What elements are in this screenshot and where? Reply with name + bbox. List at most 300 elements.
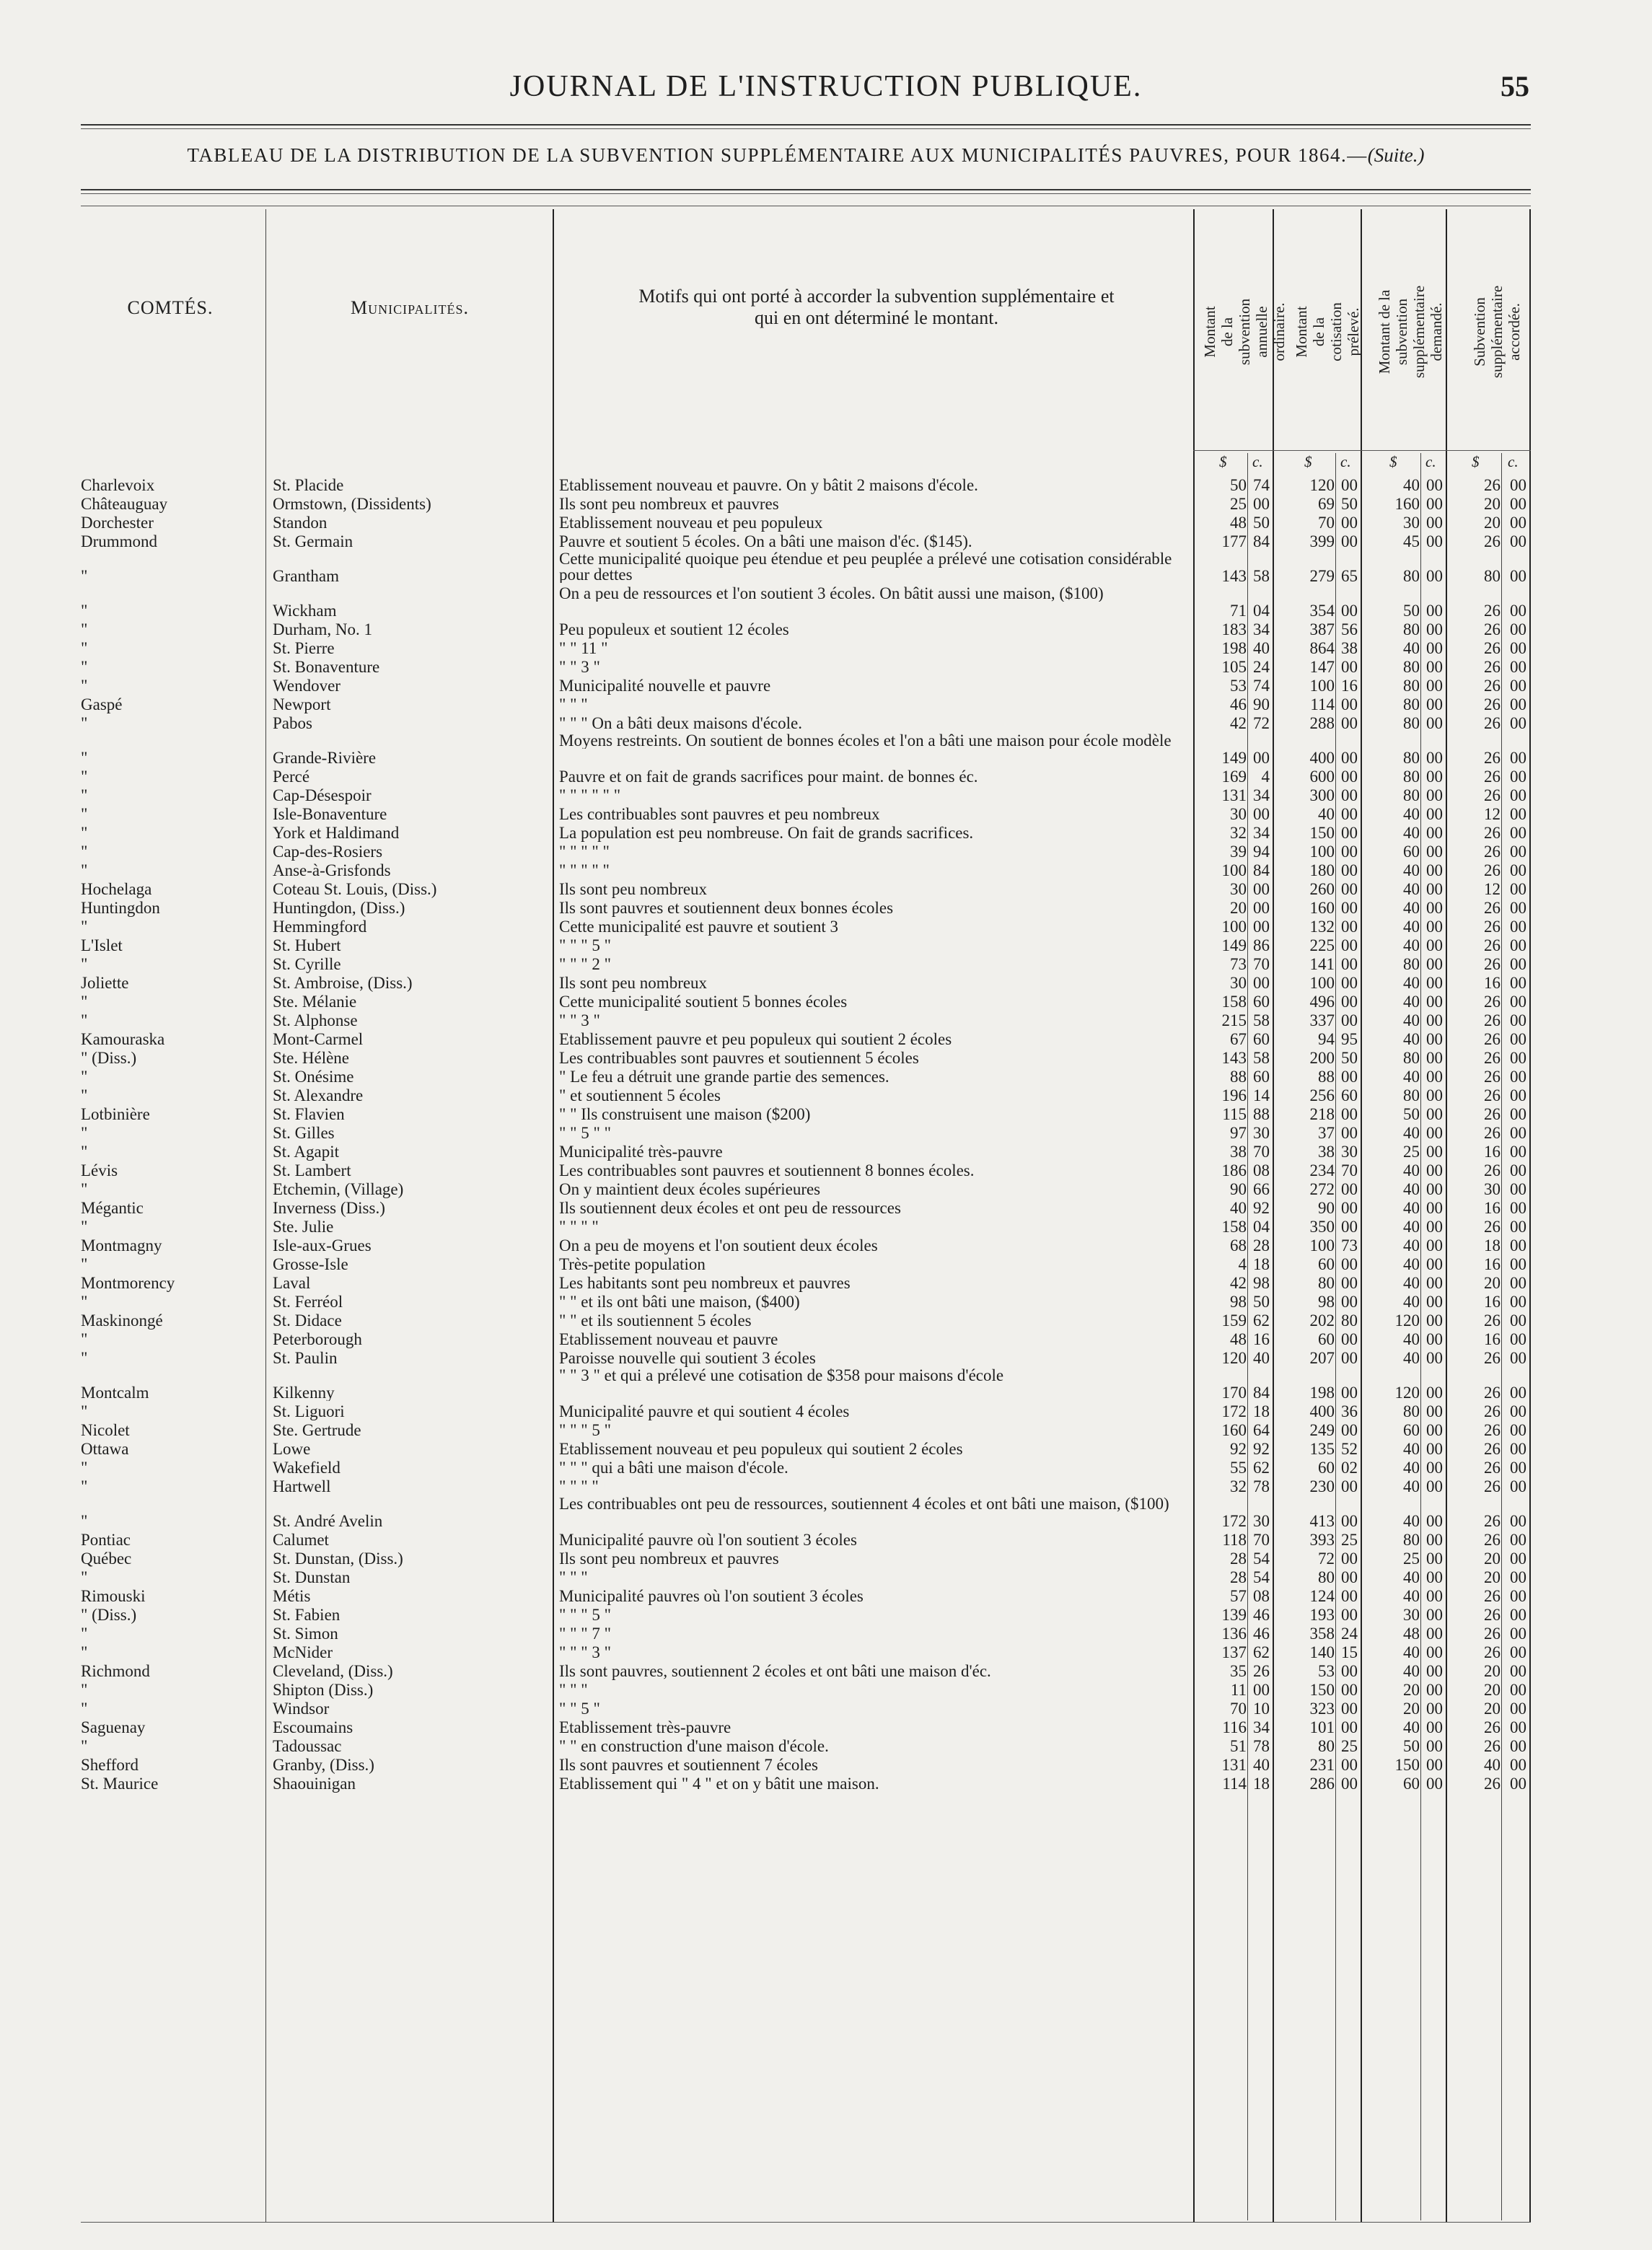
- requested-cents: 00: [1426, 1236, 1443, 1254]
- levy-cents: 00: [1341, 768, 1358, 786]
- county-cell: Joliette: [81, 974, 129, 992]
- ordinary-dollars: 4: [1238, 1255, 1247, 1273]
- county-cell: ": [81, 805, 88, 823]
- levy-cents: 25: [1341, 1737, 1358, 1755]
- ordinary-dollars: 51: [1230, 1737, 1247, 1755]
- levy-cents: 00: [1341, 514, 1358, 532]
- granted-cents: 00: [1510, 1459, 1526, 1477]
- levy-dollars: 70: [1318, 514, 1335, 532]
- county-cell: Kamouraska: [81, 1030, 165, 1048]
- municipality-cell: St. Alphonse: [273, 1011, 358, 1029]
- ordinary-cents: 26: [1253, 1662, 1270, 1680]
- requested-cents: 00: [1426, 1625, 1443, 1643]
- municipality-cell: St. Cyrille: [273, 955, 341, 973]
- county-cell: Montmagny: [81, 1236, 162, 1254]
- requested-dollars: 40: [1403, 1199, 1420, 1217]
- county-cell: St. Maurice: [81, 1775, 159, 1793]
- county-cell: ": [81, 1681, 88, 1699]
- ordinary-cents: 18: [1253, 1775, 1270, 1793]
- ordinary-dollars: 183: [1221, 620, 1247, 638]
- levy-dollars: 150: [1309, 1681, 1335, 1699]
- levy-cents: 30: [1341, 1143, 1358, 1161]
- title-rule: [81, 189, 1531, 190]
- ordinary-dollars: 137: [1221, 1643, 1247, 1661]
- ordinary-cents: 00: [1253, 495, 1270, 513]
- ordinary-cents: 90: [1253, 695, 1270, 713]
- requested-dollars: 50: [1403, 1737, 1420, 1755]
- requested-cents: 00: [1426, 843, 1443, 861]
- ordinary-dollars: 118: [1222, 1531, 1247, 1549]
- requested-cents: 00: [1426, 714, 1443, 732]
- requested-dollars: 40: [1403, 880, 1420, 898]
- levy-cents: 02: [1341, 1459, 1358, 1477]
- requested-cents: 00: [1426, 639, 1443, 657]
- levy-dollars: 94: [1318, 1030, 1335, 1048]
- motive-cell: Les contribuables ont peu de ressources, soutiennent 4 écoles et ont bâti une maison, ($100): [559, 1496, 1169, 1512]
- county-cell: ": [81, 786, 88, 804]
- ordinary-dollars: 131: [1221, 786, 1247, 804]
- requested-dollars: 40: [1403, 1255, 1420, 1273]
- county-cell: ": [81, 658, 88, 676]
- ordinary-cents: 58: [1253, 1011, 1270, 1029]
- table-row: [0, 1105, 1652, 1124]
- municipality-cell: Wendover: [273, 677, 340, 695]
- ordinary-dollars: 71: [1230, 603, 1247, 619]
- county-cell: " (Diss.): [81, 1049, 137, 1067]
- levy-dollars: 400: [1309, 1402, 1335, 1420]
- levy-cents: 36: [1341, 1402, 1358, 1420]
- granted-cents: 00: [1510, 1550, 1526, 1568]
- granted-dollars: 26: [1484, 1531, 1501, 1549]
- ordinary-dollars: 116: [1222, 1718, 1247, 1736]
- levy-cents: 00: [1341, 1105, 1358, 1123]
- col-header-levy: [1295, 216, 1360, 447]
- ordinary-dollars: 70: [1230, 1700, 1247, 1718]
- ordinary-cents: 50: [1253, 1293, 1270, 1311]
- county-cell: ": [81, 861, 88, 879]
- requested-dollars: 40: [1403, 1459, 1420, 1477]
- municipality-cell: St. Ferréol: [273, 1293, 343, 1311]
- table-row: [0, 1402, 1652, 1421]
- municipality-cell: Hemmingford: [273, 918, 367, 936]
- requested-dollars: 40: [1403, 974, 1420, 992]
- motive-cell: " " ": [559, 695, 588, 713]
- levy-cents: 00: [1341, 1606, 1358, 1624]
- ordinary-dollars: 30: [1230, 974, 1247, 992]
- granted-dollars: 26: [1484, 639, 1501, 657]
- municipality-cell: Cap-Désespoir: [273, 786, 372, 804]
- ordinary-cents: 84: [1253, 532, 1270, 550]
- granted-cents: 00: [1510, 1681, 1526, 1699]
- ordinary-cents: 92: [1253, 1440, 1270, 1458]
- levy-dollars: 124: [1309, 1587, 1335, 1605]
- requested-dollars: 40: [1403, 824, 1420, 842]
- granted-dollars: 26: [1484, 1218, 1501, 1236]
- requested-cents: 00: [1426, 495, 1443, 513]
- granted-dollars: 26: [1484, 1775, 1501, 1793]
- table-title-suffix: (Suite.): [1367, 144, 1425, 166]
- ordinary-dollars: 30: [1230, 880, 1247, 898]
- requested-cents: 00: [1426, 1681, 1443, 1699]
- table-row: [0, 918, 1652, 936]
- ordinary-dollars: 92: [1230, 1440, 1247, 1458]
- ordinary-cents: 74: [1253, 677, 1270, 695]
- table-row: [0, 1124, 1652, 1143]
- requested-cents: 00: [1426, 1402, 1443, 1420]
- ordinary-dollars: 25: [1230, 495, 1247, 513]
- requested-cents: 00: [1426, 532, 1443, 550]
- requested-cents: 00: [1426, 1643, 1443, 1661]
- motive-cell: " " 11 ": [559, 639, 608, 657]
- motive-cell: On a peu de ressources et l'on soutient 3 écoles. On bâtit aussi une maison, ($100): [559, 586, 1104, 602]
- levy-dollars: 207: [1309, 1349, 1335, 1367]
- requested-dollars: 40: [1403, 1124, 1420, 1142]
- requested-dollars: 40: [1403, 1349, 1420, 1367]
- ordinary-dollars: 42: [1230, 1274, 1247, 1292]
- county-cell: Montmorency: [81, 1274, 175, 1292]
- municipality-cell: St. Gilles: [273, 1124, 335, 1142]
- ordinary-cents: 50: [1253, 514, 1270, 532]
- table-row: [0, 805, 1652, 824]
- granted-dollars: 26: [1484, 861, 1501, 879]
- levy-cents: 24: [1341, 1625, 1358, 1643]
- motive-cell: " " 3 ": [559, 1011, 600, 1029]
- requested-dollars: 50: [1403, 603, 1420, 619]
- ordinary-cents: 60: [1253, 993, 1270, 1011]
- granted-dollars: 20: [1484, 495, 1501, 513]
- levy-dollars: 198: [1309, 1385, 1335, 1401]
- levy-dollars: 358: [1309, 1625, 1335, 1643]
- county-cell: ": [81, 1700, 88, 1718]
- municipality-cell: Coteau St. Louis, (Diss.): [273, 880, 437, 898]
- requested-dollars: 120: [1394, 1311, 1420, 1330]
- table-row: [0, 532, 1652, 551]
- county-cell: ": [81, 1625, 88, 1643]
- ordinary-cents: 54: [1253, 1568, 1270, 1586]
- municipality-cell: Hartwell: [273, 1477, 331, 1495]
- county-cell: ": [81, 620, 88, 638]
- granted-cents: 00: [1510, 658, 1526, 676]
- requested-cents: 00: [1426, 1011, 1443, 1029]
- granted-dollars: 26: [1484, 476, 1501, 494]
- motive-cell: " " " ": [559, 1477, 599, 1495]
- requested-cents: 00: [1426, 1311, 1443, 1330]
- municipality-cell: Huntingdon, (Diss.): [273, 899, 405, 917]
- levy-dollars: 69: [1318, 495, 1335, 513]
- requested-dollars: 30: [1403, 514, 1420, 532]
- table-row: [0, 824, 1652, 843]
- levy-dollars: 100: [1309, 974, 1335, 992]
- motive-cell: Municipalité pauvre et qui soutient 4 écoles: [559, 1402, 850, 1420]
- requested-dollars: 80: [1403, 714, 1420, 732]
- granted-cents: 00: [1510, 514, 1526, 532]
- table-row: [0, 1349, 1652, 1368]
- table-title-text: TABLEAU DE LA DISTRIBUTION DE LA SUBVENTION SUPPLÉMENTAIRE AUX MUNICIPALITÉS PAUVRES, POUR 1864.—: [187, 144, 1368, 166]
- ordinary-dollars: 131: [1221, 1756, 1247, 1774]
- municipality-cell: St. Flavien: [273, 1105, 345, 1123]
- motive-cell: " " ": [559, 1568, 588, 1586]
- municipality-cell: Anse-à-Grisfonds: [273, 861, 391, 879]
- levy-dollars: 387: [1309, 620, 1335, 638]
- granted-dollars: 20: [1484, 1700, 1501, 1718]
- municipality-cell: Ste. Julie: [273, 1218, 334, 1236]
- requested-dollars: 40: [1403, 476, 1420, 494]
- granted-cents: 00: [1510, 1385, 1526, 1401]
- table-row: [0, 1011, 1652, 1030]
- levy-cents: 00: [1341, 750, 1358, 766]
- motive-cell: Etablissement nouveau et peu populeux qui soutient 2 écoles: [559, 1440, 963, 1458]
- granted-cents: 00: [1510, 1011, 1526, 1029]
- levy-dollars: 180: [1309, 861, 1335, 879]
- levy-dollars: 279: [1309, 568, 1335, 584]
- table-row: [0, 1161, 1652, 1180]
- municipality-cell: Cap-des-Rosiers: [273, 843, 383, 861]
- requested-cents: 00: [1426, 936, 1443, 954]
- municipality-cell: Tadoussac: [273, 1737, 342, 1755]
- county-cell: ": [81, 1568, 88, 1586]
- motive-cell: " " ": [559, 1681, 588, 1699]
- requested-cents: 00: [1426, 1756, 1443, 1774]
- levy-dollars: 114: [1310, 695, 1335, 713]
- ordinary-cents: 64: [1253, 1421, 1270, 1439]
- motive-cell: Cette municipalité quoique peu étendue et peu peuplée a prélevé une cotisation considérable pour dettes: [559, 551, 1172, 583]
- table-row: [0, 1662, 1652, 1681]
- ordinary-dollars: 68: [1230, 1236, 1247, 1254]
- levy-cents: 00: [1341, 1199, 1358, 1217]
- ordinary-cents: 92: [1253, 1199, 1270, 1217]
- county-cell: Châteauguay: [81, 495, 168, 513]
- title-rule-thin: [81, 193, 1531, 194]
- requested-cents: 00: [1426, 1587, 1443, 1605]
- levy-dollars: 80: [1318, 1737, 1335, 1755]
- granted-dollars: 26: [1484, 532, 1501, 550]
- ordinary-cents: 04: [1253, 603, 1270, 619]
- county-cell: ": [81, 1330, 88, 1348]
- municipality-cell: Granby, (Diss.): [273, 1756, 374, 1774]
- table-row: [0, 861, 1652, 880]
- granted-dollars: 20: [1484, 1662, 1501, 1680]
- levy-cents: 00: [1341, 993, 1358, 1011]
- unit-cent-1: c.: [1252, 453, 1263, 470]
- levy-cents: 00: [1341, 918, 1358, 936]
- requested-cents: 00: [1426, 1477, 1443, 1495]
- col-header-granted: [1464, 216, 1529, 447]
- municipality-cell: Percé: [273, 768, 310, 786]
- levy-cents: 00: [1341, 1587, 1358, 1605]
- requested-dollars: 80: [1403, 658, 1420, 676]
- ordinary-dollars: 172: [1221, 1513, 1247, 1529]
- ordinary-dollars: 32: [1230, 1477, 1247, 1495]
- levy-dollars: 60: [1318, 1255, 1335, 1273]
- levy-dollars: 200: [1309, 1049, 1335, 1067]
- levy-dollars: 272: [1309, 1180, 1335, 1198]
- ordinary-cents: 30: [1253, 1513, 1270, 1529]
- levy-cents: 00: [1341, 1274, 1358, 1292]
- requested-cents: 00: [1426, 861, 1443, 879]
- county-cell: ": [81, 1068, 88, 1086]
- granted-cents: 00: [1510, 974, 1526, 992]
- requested-cents: 00: [1426, 1124, 1443, 1142]
- requested-cents: 00: [1426, 1550, 1443, 1568]
- granted-dollars: 26: [1484, 1105, 1501, 1123]
- ordinary-cents: 70: [1253, 1531, 1270, 1549]
- county-cell: ": [81, 568, 88, 584]
- requested-dollars: 25: [1403, 1550, 1420, 1568]
- county-cell: ": [81, 955, 88, 973]
- unit-dollar-2: $: [1304, 453, 1312, 470]
- requested-cents: 00: [1426, 805, 1443, 823]
- levy-cents: 00: [1341, 1662, 1358, 1680]
- levy-dollars: 256: [1309, 1086, 1335, 1104]
- levy-dollars: 350: [1309, 1218, 1335, 1236]
- motive-cell: Municipalité pauvre où l'on soutient 3 écoles: [559, 1531, 857, 1549]
- county-cell: ": [81, 1218, 88, 1236]
- ordinary-cents: 46: [1253, 1625, 1270, 1643]
- requested-dollars: 40: [1403, 639, 1420, 657]
- levy-cents: 70: [1341, 1161, 1358, 1179]
- granted-cents: 00: [1510, 824, 1526, 842]
- motive-cell: " " " " " ": [559, 786, 621, 804]
- granted-cents: 00: [1510, 1625, 1526, 1643]
- granted-cents: 00: [1510, 880, 1526, 898]
- table-row: [0, 1218, 1652, 1236]
- ordinary-cents: 18: [1253, 1402, 1270, 1420]
- requested-dollars: 150: [1394, 1756, 1420, 1774]
- granted-dollars: 18: [1484, 1236, 1501, 1254]
- granted-cents: 00: [1510, 1402, 1526, 1420]
- table-row: [0, 993, 1652, 1011]
- county-cell: Maskinongé: [81, 1311, 163, 1330]
- requested-dollars: 160: [1394, 495, 1420, 513]
- requested-cents: 00: [1426, 1068, 1443, 1086]
- ordinary-dollars: 32: [1230, 824, 1247, 842]
- levy-dollars: 193: [1309, 1606, 1335, 1624]
- ordinary-dollars: 38: [1230, 1143, 1247, 1161]
- requested-cents: 00: [1426, 1293, 1443, 1311]
- granted-dollars: 20: [1484, 1681, 1501, 1699]
- levy-cents: 00: [1341, 805, 1358, 823]
- table-row: [0, 639, 1652, 658]
- journal-title: JOURNAL DE L'INSTRUCTION PUBLIQUE.: [509, 70, 1143, 103]
- granted-cents: 00: [1510, 1477, 1526, 1495]
- municipality-cell: Standon: [273, 514, 328, 532]
- ordinary-cents: 34: [1253, 620, 1270, 638]
- municipality-cell: Shaouinigan: [273, 1775, 356, 1793]
- county-cell: ": [81, 639, 88, 657]
- granted-cents: 00: [1510, 993, 1526, 1011]
- bottom-rule: [81, 2222, 1531, 2223]
- county-cell: Lévis: [81, 1161, 118, 1179]
- ordinary-dollars: 105: [1221, 658, 1247, 676]
- requested-dollars: 40: [1403, 1218, 1420, 1236]
- county-cell: Hochelaga: [81, 880, 152, 898]
- ordinary-dollars: 40: [1230, 1199, 1247, 1217]
- levy-cents: 00: [1341, 786, 1358, 804]
- motive-cell: " " " ": [559, 1218, 599, 1236]
- motive-cell: Cette municipalité soutient 5 bonnes écoles: [559, 993, 848, 1011]
- county-cell: ": [81, 1180, 88, 1198]
- county-cell: Rimouski: [81, 1587, 146, 1605]
- levy-cents: 00: [1341, 1756, 1358, 1774]
- levy-cents: 73: [1341, 1236, 1358, 1254]
- table-row: [0, 768, 1652, 786]
- granted-dollars: 26: [1484, 620, 1501, 638]
- levy-dollars: 60: [1318, 1330, 1335, 1348]
- ordinary-dollars: 67: [1230, 1030, 1247, 1048]
- county-cell: ": [81, 918, 88, 936]
- table-row: [0, 476, 1652, 495]
- requested-cents: 00: [1426, 1199, 1443, 1217]
- requested-cents: 00: [1426, 677, 1443, 695]
- motive-cell: " " " 5 ": [559, 1421, 612, 1439]
- municipality-cell: St. Didace: [273, 1311, 342, 1330]
- county-cell: Québec: [81, 1550, 132, 1568]
- granted-cents: 00: [1510, 714, 1526, 732]
- levy-cents: 16: [1341, 677, 1358, 695]
- county-cell: ": [81, 1402, 88, 1420]
- granted-dollars: 16: [1484, 1293, 1501, 1311]
- county-cell: ": [81, 1513, 88, 1529]
- requested-dollars: 40: [1403, 1293, 1420, 1311]
- granted-cents: 00: [1510, 1568, 1526, 1586]
- ordinary-dollars: 48: [1230, 514, 1247, 532]
- levy-cents: 50: [1341, 1049, 1358, 1067]
- table-row: [0, 1180, 1652, 1199]
- ordinary-dollars: 143: [1221, 568, 1247, 584]
- levy-cents: 00: [1341, 1385, 1358, 1401]
- county-cell: Gaspé: [81, 695, 123, 713]
- top-rule-thin: [81, 128, 1531, 129]
- levy-dollars: 234: [1309, 1161, 1335, 1179]
- county-cell: Charlevoix: [81, 476, 155, 494]
- ordinary-dollars: 90: [1230, 1180, 1247, 1198]
- levy-cents: 00: [1341, 1775, 1358, 1793]
- levy-cents: 00: [1341, 714, 1358, 732]
- levy-cents: 00: [1341, 1218, 1358, 1236]
- granted-dollars: 26: [1484, 677, 1501, 695]
- table-row: [0, 1775, 1652, 1793]
- municipality-cell: Laval: [273, 1274, 311, 1292]
- granted-dollars: 26: [1484, 955, 1501, 973]
- table-row: [0, 1606, 1652, 1625]
- levy-dollars: 37: [1318, 1124, 1335, 1142]
- table-row: [0, 495, 1652, 514]
- table-row: [0, 714, 1652, 733]
- motive-cell: Pauvre et on fait de grands sacrifices pour maint. de bonnes éc.: [559, 768, 978, 786]
- motive-cell: " " " 3 ": [559, 1643, 612, 1661]
- municipality-cell: Ste. Hélène: [273, 1049, 350, 1067]
- levy-cents: 38: [1341, 639, 1358, 657]
- requested-dollars: 80: [1403, 768, 1420, 786]
- ordinary-cents: 58: [1253, 568, 1270, 584]
- motive-cell: Municipalité très-pauvre: [559, 1143, 723, 1161]
- ordinary-cents: 10: [1253, 1700, 1270, 1718]
- motive-cell: Etablissement qui " 4 " et on y bâtit une maison.: [559, 1775, 879, 1793]
- county-cell: ": [81, 714, 88, 732]
- granted-dollars: 26: [1484, 1030, 1501, 1048]
- requested-dollars: 80: [1403, 955, 1420, 973]
- county-cell: ": [81, 1255, 88, 1273]
- ordinary-dollars: 143: [1221, 1049, 1247, 1067]
- county-cell: ": [81, 750, 88, 766]
- table-row: [0, 733, 1652, 768]
- ordinary-dollars: 198: [1221, 639, 1247, 657]
- ordinary-cents: 00: [1253, 805, 1270, 823]
- requested-dollars: 60: [1403, 843, 1420, 861]
- requested-cents: 00: [1426, 899, 1443, 917]
- table-row: [0, 955, 1652, 974]
- ordinary-dollars: 100: [1221, 918, 1247, 936]
